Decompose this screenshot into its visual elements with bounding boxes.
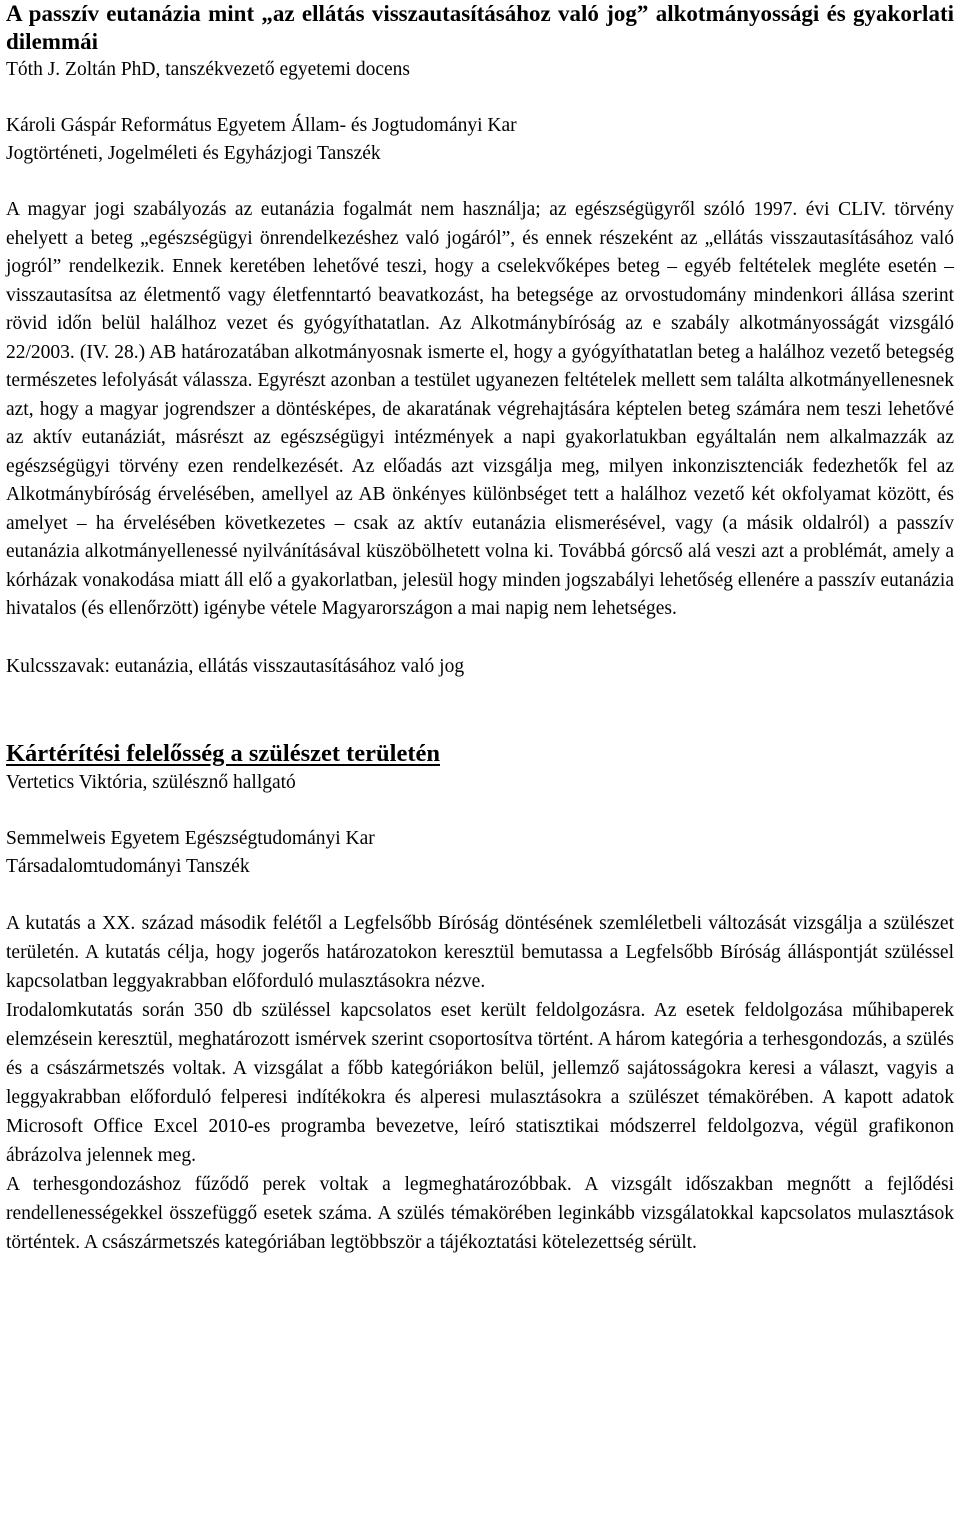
article2-paragraph: Irodalomkutatás során 350 db szüléssel kapcsolatos eset került feldolgozásra. Az esetek feldolgozása műhibaperek elemzésein keresztül, meghatározott ismérvek szerint csoportosítva történt. A három kategória a terhesgondozás, a szülés és a császármetszés voltak. A vizsgálat a főbb kategóriákon belül, jellemző sajátosságokra keresi a választ, vagyis a leggyakrabban előforduló felperesi indítékokra és alperesi mulasztásokra a szülészet témakörében. A kapott adatok Microsoft Office Excel 2010-es programba bevezetve, leíró statisztikai módszerrel feldolgozva, végül grafikonon ábrázolva jelennek meg.: [6, 1000, 954, 1166]
article1-keywords: Kulcsszavak: eutanázia, ellátás visszautasításához való jog: [6, 655, 465, 677]
spacer: [6, 84, 954, 112]
document-page: [6, 0, 954, 1257]
article2-author: Vertetics Viktória, szülésznő hallgató: [6, 772, 296, 793]
article1-department: Jogtörténeti, Jogelméleti és Egyházjogi Tanszék: [6, 143, 381, 164]
article2-department: Társadalomtudományi Tanszék: [6, 856, 250, 877]
article2-institution: Semmelweis Egyetem Egészségtudományi Kar: [6, 828, 375, 849]
article1-institution: Károli Gáspár Református Egyetem Állam- és Jogtudományi Kar: [6, 115, 517, 136]
spacer: [6, 624, 954, 653]
article2-paragraph: A kutatás a XX. század második felétől a Legfelsőbb Bíróság döntésének szemléletbeli változását vizsgálja a szülészet területén. A kutatás célja, hogy jogerős határozatokon keresztül bemutassa a Legfelsőbb Bíróság álláspontját szüléssel kapcsolatban leggyakrabban előforduló mulasztásokra nézve.: [6, 913, 954, 992]
article2-title: Kártérítési felelősség a szülészet területén: [6, 740, 441, 767]
section-gap: [6, 681, 954, 739]
spacer: [6, 168, 954, 196]
spacer: [6, 797, 954, 825]
article1-title: A passzív eutanázia mint „az ellátás visszautasításához való jog” alkotmányossági és gyakorlati dilemmái: [6, 1, 954, 54]
spacer: [6, 881, 954, 909]
article2-paragraph: A terhesgondozáshoz fűződő perek voltak a legmeghatározóbbak. A vizsgált időszakban megnőtt a fejlődési rendellenességekkel összefüggő esetek száma. A szülés témakörében leginkább vizsgálatokkal kapcsolatos mulasztások történtek. A császármetszés kategóriában legtöbbször a tájékoztatási kötelezettség sérült.: [6, 1174, 954, 1253]
article1-abstract: A magyar jogi szabályozás az eutanázia fogalmát nem használja; az egészségügyről szóló 1997. évi CLIV. törvény ehelyett a beteg „egészségügyi önrendelkezéshez való jogáról”, és ennek részeként az „ellátás visszautasításához való jogról” rendelkezik. Ennek keretében lehetővé teszi, hogy a cselekvőképes beteg – egyéb feltételek megléte esetén – visszautasítsa az életmentő vagy életfenntartó beavatkozást, ha betegsége az orvostudomány mindenkori állása szerint rövid időn belül halálhoz vezet és gyógyíthatatlan. Az Alkotmánybíróság az e szabály alkotmányosságát vizsgáló 22/2003. (IV. 28.) AB határozatában alkotmányosnak ismerte el, hogy a gyógyíthatatlan beteg a halálhoz vezető betegség természetes lefolyását válassza. Egyrészt azonban a testület ugyanezen feltételek mellett sem találta alkotmányellenesnek azt, hogy a magyar jogrendszer a döntésképes, de akaratának végrehajtására képtelen beteg számára nem teszi lehetővé az aktív eutanáziát, másrészt az egészségügyi intézmények a napi gyakorlatukban egyáltalán nem alkalmazzák az egészségügyi törvény ezen rendelkezését. Az előadás azt vizsgálja meg, milyen inkonzisztenciák fedezhetők fel az Alkotmánybíróság érvelésében, amellyel az AB önkényes különbséget tett a halálhoz vezető két okfolyamat között, és amelyet – ha érvelésében következetes – csak az aktív eutanázia elismerésével, vagy (a másik oldalról) a passzív eutanázia alkotmányellenessé nyilvánításával küszöbölhetett volna ki. Továbbá górcső alá veszi azt a problémát, amely a kórházak vonakodása miatt áll elő a gyakorlatban, jelesül hogy minden jogszabályi lehetőség ellenére a passzív eutanázia hivatalos (és ellenőrzött) igénybe vétele Magyarországon a mai napig nem lehetséges.: [6, 199, 954, 619]
article1-author: Tóth J. Zoltán PhD, tanszékvezető egyetemi docens: [6, 59, 410, 80]
